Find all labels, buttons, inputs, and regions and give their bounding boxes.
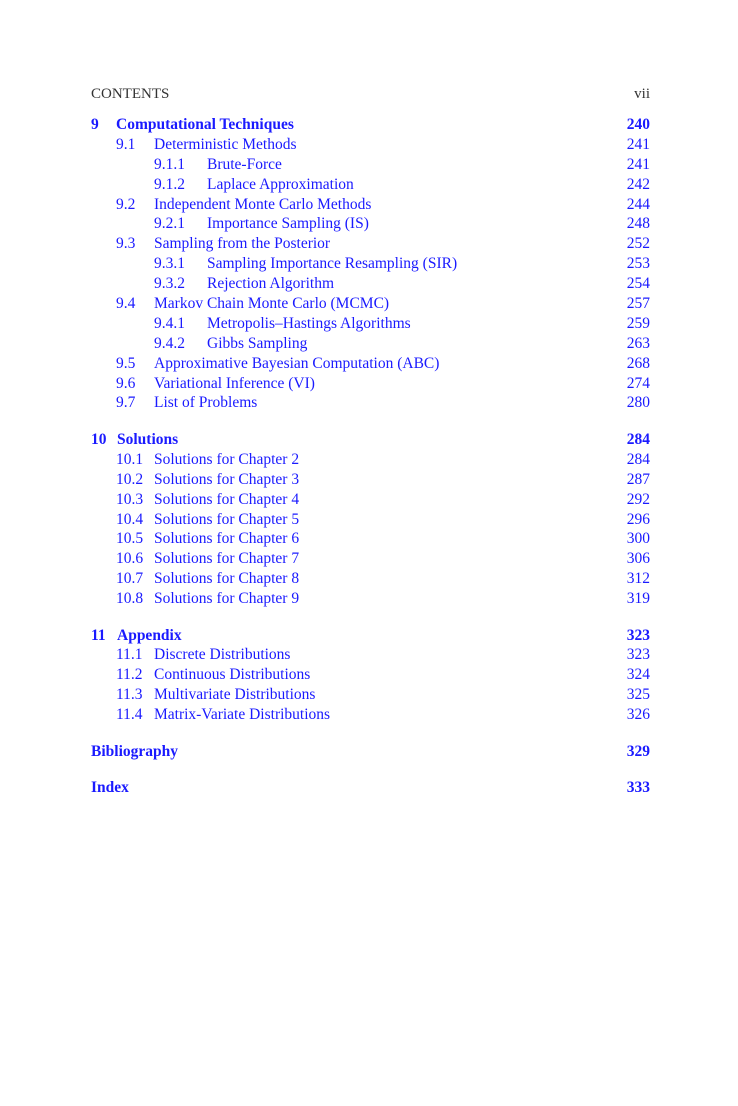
toc-chapter-row[interactable] [91, 626, 650, 646]
toc-entry-page-number[interactable]: 312 [626, 570, 650, 588]
toc-section-row[interactable] [91, 374, 650, 394]
toc-entry-page-number[interactable]: 244 [626, 195, 650, 213]
toc-section-row[interactable] [91, 470, 650, 490]
running-head-page-number: vii [634, 86, 650, 102]
toc-entry-title[interactable]: Variational Inference (VI) [154, 374, 315, 392]
toc-entry-number[interactable]: 9.4.1 [154, 314, 185, 332]
toc-entry-page-number[interactable]: 268 [626, 354, 650, 372]
toc-entry-number[interactable]: 10.3 [116, 490, 144, 508]
toc-entry-title[interactable]: Laplace Approximation [207, 175, 354, 193]
toc-entry-number[interactable]: 9.2 [116, 195, 136, 213]
toc-entry-title[interactable]: Approximative Bayesian Computation (ABC) [154, 354, 440, 372]
toc-entry-title[interactable]: Solutions for Chapter 6 [154, 530, 300, 548]
toc-entry-title[interactable]: Solutions for Chapter 8 [154, 570, 300, 588]
toc-entry-title[interactable]: Solutions for Chapter 2 [154, 450, 300, 468]
toc-section-row[interactable] [91, 450, 650, 470]
toc-subsection-row[interactable] [91, 175, 650, 195]
toc-entry-title[interactable]: Importance Sampling (IS) [207, 215, 369, 233]
toc-entry-number[interactable]: 9.7 [116, 394, 136, 412]
toc-section-row[interactable] [91, 354, 650, 374]
toc-entry-page-number[interactable]: 240 [626, 116, 650, 133]
toc-entry-page-number[interactable]: 296 [626, 510, 650, 528]
toc-entry-title[interactable]: Solutions for Chapter 7 [154, 550, 300, 568]
toc-entry-number[interactable]: 9.4.2 [154, 334, 185, 352]
toc-section-row[interactable] [91, 549, 650, 569]
toc-entry-page-number[interactable]: 242 [626, 175, 650, 193]
toc-entry-page-number[interactable]: 287 [626, 470, 650, 488]
toc-entry-title[interactable]: Computational Techniques [116, 116, 294, 133]
toc-entry-number[interactable]: 11.3 [116, 686, 143, 704]
toc-entry-page-number[interactable]: 259 [626, 314, 650, 332]
toc-section-row[interactable] [91, 510, 650, 530]
toc-entry-number[interactable]: 10.7 [116, 570, 144, 588]
toc-subsection-row[interactable] [91, 254, 650, 274]
toc-entry-number[interactable]: 9.1.1 [154, 155, 185, 173]
toc-entry-page-number[interactable]: 280 [626, 394, 650, 412]
toc-section-row[interactable] [91, 589, 650, 609]
toc-entry-page-number[interactable]: 319 [626, 590, 650, 608]
toc-subsection-row[interactable] [91, 155, 650, 175]
toc-entry-title[interactable]: Solutions [117, 430, 179, 448]
toc-entry-title[interactable]: Solutions for Chapter 5 [154, 510, 300, 528]
toc-entry-title[interactable]: Multivariate Distributions [154, 686, 316, 704]
toc-entry-title[interactable]: Matrix-Variate Distributions [154, 706, 331, 724]
toc-entry-page-number[interactable]: 326 [626, 706, 650, 724]
toc-entry-page-number[interactable]: 323 [626, 626, 650, 644]
toc-entry-number[interactable]: 11.4 [116, 706, 143, 724]
toc-entry-page-number[interactable]: 241 [626, 135, 650, 153]
toc-entry-title[interactable]: Sampling Importance Resampling (SIR) [207, 255, 458, 273]
toc-entry-number[interactable]: 10 [91, 430, 107, 448]
toc-subsection-row[interactable] [91, 314, 650, 334]
toc-entry-page-number[interactable]: 284 [626, 450, 650, 468]
toc-subsection-row[interactable] [91, 274, 650, 294]
toc-entry-number[interactable]: 10.8 [116, 590, 144, 608]
toc-chapter-row[interactable] [91, 778, 650, 798]
toc-entry-title[interactable]: Gibbs Sampling [207, 334, 308, 352]
toc-entry-page-number[interactable]: 300 [626, 530, 650, 548]
toc-entry-number[interactable]: 9.3.1 [154, 255, 185, 273]
toc-entry-number[interactable]: 9.3 [116, 235, 136, 253]
toc-entry-title[interactable]: Bibliography [91, 742, 178, 760]
toc-entry-title[interactable]: Discrete Distributions [154, 646, 291, 664]
toc-entry-page-number[interactable]: 248 [626, 215, 650, 233]
toc-entry-title[interactable]: List of Problems [154, 394, 258, 412]
toc-entry-number[interactable]: 9.3.2 [154, 275, 185, 293]
toc-entry-number[interactable]: 11.1 [116, 646, 143, 664]
toc-entry-page-number[interactable]: 323 [626, 646, 650, 664]
toc-entry-number[interactable]: 10.6 [116, 550, 144, 568]
toc-section-row[interactable] [91, 705, 650, 725]
toc-entry-page-number[interactable]: 306 [626, 550, 650, 568]
toc-section-row[interactable] [91, 195, 650, 215]
toc-section-row[interactable] [91, 135, 650, 155]
toc-section-row[interactable] [91, 685, 650, 705]
toc-entry-number[interactable]: 10.4 [116, 510, 144, 528]
toc-entry-page-number[interactable]: 254 [626, 275, 650, 293]
toc-entry-title[interactable]: Independent Monte Carlo Methods [154, 195, 372, 213]
toc-section-row[interactable] [91, 645, 650, 665]
toc-entry-title[interactable]: Markov Chain Monte Carlo (MCMC) [154, 295, 390, 313]
toc-entry-page-number[interactable]: 252 [626, 235, 650, 253]
toc-section-row[interactable] [91, 294, 650, 314]
toc-section-row[interactable] [91, 569, 650, 589]
toc-entry-page-number[interactable]: 274 [626, 374, 650, 392]
toc-entry-number[interactable]: 9.1.2 [154, 175, 185, 193]
toc-chapter-row[interactable] [91, 742, 650, 762]
table-of-contents [91, 115, 650, 798]
toc-entry-page-number[interactable]: 257 [626, 295, 650, 313]
toc-entry-number[interactable]: 10.5 [116, 530, 144, 548]
toc-subsection-row[interactable] [91, 214, 650, 234]
toc-section-row[interactable] [91, 234, 650, 254]
toc-entry-title[interactable]: Solutions for Chapter 9 [154, 590, 300, 608]
toc-entry-title[interactable]: Continuous Distributions [154, 666, 311, 684]
toc-entry-page-number[interactable]: 329 [626, 742, 650, 760]
running-head-title: CONTENTS [91, 86, 170, 102]
running-head [91, 86, 650, 103]
toc-chapter-row[interactable] [91, 430, 650, 450]
toc-entry-title[interactable]: Rejection Algorithm [207, 275, 334, 293]
toc-entry-title[interactable]: Deterministic Methods [154, 135, 297, 153]
toc-entry-number[interactable]: 9.1 [116, 135, 136, 153]
toc-entry-title[interactable]: Metropolis–Hastings Algorithms [207, 314, 411, 332]
toc-entry-title[interactable]: Sampling from the Posterior [154, 235, 331, 253]
toc-entry-title[interactable]: Brute-Force [207, 155, 282, 173]
toc-entry-title[interactable]: Appendix [117, 626, 182, 644]
toc-entry-number[interactable]: 9.5 [116, 354, 136, 372]
toc-entry-page-number[interactable]: 253 [626, 255, 650, 273]
toc-entry-number[interactable]: 11 [91, 626, 106, 644]
toc-subsection-row[interactable] [91, 334, 650, 354]
toc-entry-number[interactable]: 10.1 [116, 450, 144, 468]
toc-section-row[interactable] [91, 490, 650, 510]
toc-entry-number[interactable]: 9.6 [116, 374, 136, 392]
toc-entry-title[interactable]: Index [91, 779, 129, 797]
toc-entry-title[interactable]: Solutions for Chapter 4 [154, 490, 300, 508]
toc-section-row[interactable] [91, 529, 650, 549]
toc-section-row[interactable] [91, 393, 650, 413]
toc-entry-number[interactable]: 9.4 [116, 295, 136, 313]
toc-entry-page-number[interactable]: 325 [626, 686, 650, 704]
toc-entry-page-number[interactable]: 324 [626, 666, 650, 684]
toc-entry-page-number[interactable]: 292 [626, 490, 650, 508]
toc-entry-page-number[interactable]: 263 [626, 334, 650, 352]
toc-section-row[interactable] [91, 665, 650, 685]
toc-entry-number[interactable]: 10.2 [116, 470, 144, 488]
toc-entry-title[interactable]: Solutions for Chapter 3 [154, 470, 300, 488]
toc-chapter-row[interactable] [91, 115, 650, 135]
toc-entry-number[interactable]: 11.2 [116, 666, 143, 684]
toc-entry-page-number[interactable]: 241 [626, 155, 650, 173]
toc-entry-number[interactable]: 9.2.1 [154, 215, 185, 233]
toc-entry-page-number[interactable]: 284 [626, 430, 650, 448]
toc-entry-page-number[interactable]: 333 [626, 779, 650, 797]
toc-entry-number[interactable]: 9 [91, 116, 99, 133]
